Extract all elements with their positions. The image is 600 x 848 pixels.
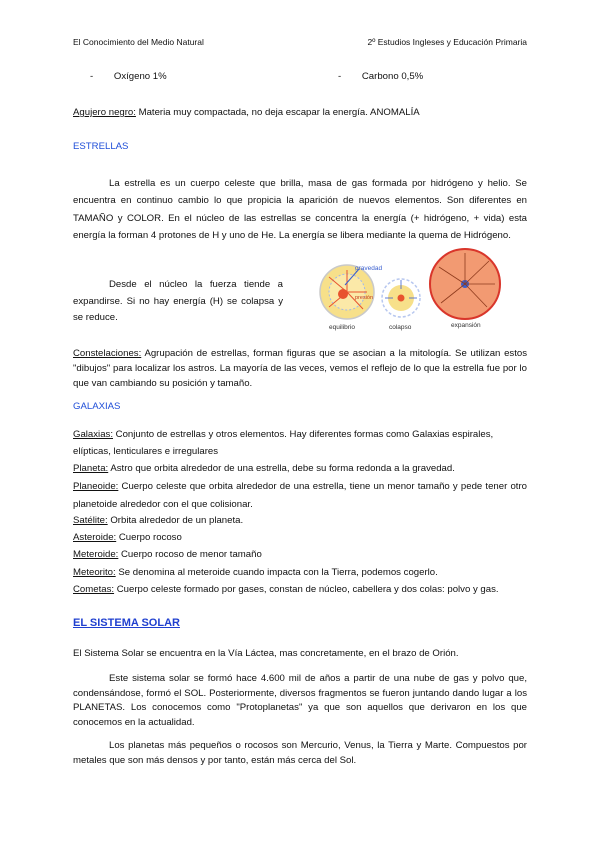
- definition-text: Orbita alrededor de un planeta.: [107, 515, 244, 526]
- list-item: [338, 69, 423, 86]
- section-heading-sistema-solar: EL SISTEMA SOLAR: [73, 617, 180, 629]
- definition-text: Cuerpo rocoso de menor tamaño: [118, 549, 262, 560]
- definition-text: Astro que orbita alrededor de una estrella, debe su forma redonda a la gravedad.: [108, 463, 455, 474]
- term: Satélite:: [73, 515, 108, 526]
- term: Planeoide:: [73, 481, 119, 492]
- definition-cometas: [73, 582, 527, 599]
- paragraph-sistema-solar-2: Este sistema solar se formó hace 4.600 mil de años a partir de una nube de gas y polvo que, condensándose, formó el SOL. Posteriormente, diversos fragmentos se fueron juntando dando lugar a los PLANETAS. Los conocemos como "Protoplanetas" ya que son aquellos que derivaron en los que conocemos en la actualidad.: [73, 673, 527, 728]
- label-colapso: colapso: [389, 324, 412, 331]
- list-item-text: Oxígeno 1%: [113, 71, 167, 82]
- definition-asteroide: [73, 530, 527, 547]
- term: Asteroide:: [73, 532, 117, 543]
- definition-galaxias: [73, 426, 527, 461]
- term: Meteroide:: [73, 549, 119, 560]
- star-expansion-figure: [430, 249, 500, 319]
- term: Galaxias:: [73, 429, 113, 440]
- star-equilibrio-figure: [320, 265, 374, 319]
- list-item-text: Carbono 0,5%: [361, 71, 424, 82]
- definition-text: Se denomina al meteroide cuando impacta con la Tierra, podemos cogerlo.: [115, 567, 438, 578]
- paragraph-sistema-solar-3: Los planetas más pequeños o rocosos son Mercurio, Venus, la Tierra y Marte. Compuestos por metales que son más densos y por tanto, están más cerca del Sol.: [73, 740, 527, 766]
- header-left: El Conocimiento del Medio Natural: [73, 37, 204, 47]
- label-gravedad: gravedad: [355, 265, 383, 272]
- definition-planeoide: [73, 478, 527, 513]
- definition-text: Cuerpo celeste formado por gases, constan de núcleo, cabellera y dos colas: polvo y gas.: [114, 584, 499, 595]
- list-item: [90, 69, 167, 86]
- definition-text: Materia muy compactada, no deja escapar la energía. ANOMALÍA: [135, 107, 420, 118]
- paragraph-sistema-solar-1: El Sistema Solar se encuentra en la Vía Láctea, mas concretamente, en el brazo de Orión.: [73, 648, 459, 659]
- definition-text: Cuerpo celeste que orbita alrededor de una estrella, tiene un menor tamaño y pede tener otro planetoide alrededor con el que colisionar.: [73, 481, 527, 510]
- bullet: -: [90, 71, 94, 82]
- label-equilibrio: equilibrio: [329, 324, 356, 331]
- header-right: 2º Estudios Ingleses y Educación Primaria: [367, 37, 527, 47]
- star-colapso-figure: [382, 279, 420, 317]
- label-expansion: expansión: [451, 322, 481, 329]
- star-diagram: [315, 247, 505, 335]
- definition-satelite: [73, 513, 527, 530]
- definition-planeta: [73, 461, 527, 478]
- bullet: -: [338, 71, 342, 82]
- paragraph-estrellas: La estrella es un cuerpo celeste que brilla, masa de gas formada por hidrógeno y helio. Se encuentra en continuo cambio lo que propicia la aparición de nuevos elementos. Son diferentes en TAMAÑO y COLOR. En el núcleo de las estrellas se concentra la energía (+ hidrógeno, + vida) esta energía la forman 4 protones de H y uno de He. La energía se libera mediante la quema de Hidrógeno.: [73, 178, 527, 241]
- section-heading-estrellas: ESTRELLAS: [73, 141, 129, 152]
- section-heading-galaxias: GALAXIAS: [73, 401, 121, 412]
- term: Meteorito:: [73, 567, 116, 578]
- term: Planeta:: [73, 463, 109, 474]
- definition-meteorito: [73, 565, 527, 582]
- definition-text: Conjunto de estrellas y otros elementos. Hay diferentes formas como Galaxias espirales, elípticas, lenticulares e irregulares: [73, 429, 494, 458]
- definition-text: Cuerpo rocoso: [116, 532, 182, 543]
- definition-meteroide: [73, 547, 527, 564]
- term: Cometas:: [73, 584, 115, 595]
- term: Constelaciones:: [73, 348, 142, 359]
- definition-constelaciones: [73, 346, 527, 391]
- definition-text: Agrupación de estrellas, forman figuras que se asocian a la mitología. Se utilizan estos "dibujos" para localizar los astros. La mayoría de las veces, vemos el reflejo de lo que la estrella fue por lo que van cambiando su posición y tamaño.: [73, 348, 527, 389]
- paragraph-nucleo: Desde el núcleo la fuerza tiende a expandirse. Si no hay energía (H) se colapsa y se reduce.: [73, 279, 283, 323]
- label-presion: presión: [355, 295, 374, 301]
- term: Agujero negro:: [73, 107, 136, 118]
- definition-agujero: [73, 105, 527, 122]
